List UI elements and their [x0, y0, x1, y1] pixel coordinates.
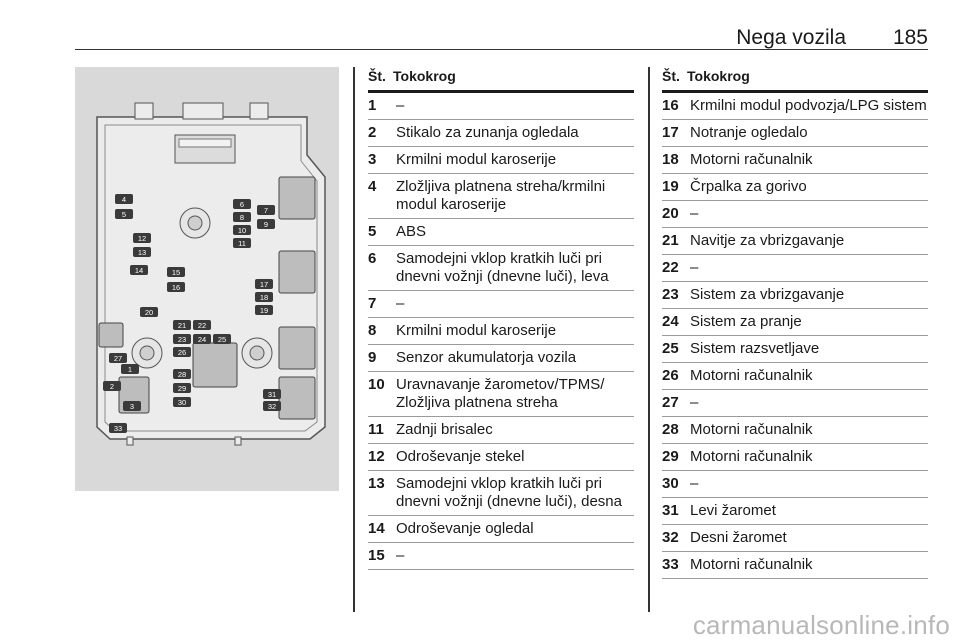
fuse-number: 12 [368, 448, 385, 465]
fuse-label [263, 401, 281, 411]
svg-text:5: 5 [121, 210, 127, 219]
table-row [662, 498, 928, 525]
svg-text:18: 18 [259, 293, 269, 302]
table-row [368, 543, 634, 570]
column-header-circuit: Tokokrog [687, 68, 750, 84]
fuse-label [193, 334, 211, 344]
fuse-label [233, 225, 251, 235]
fuse-label [133, 247, 151, 257]
table-row [368, 444, 634, 471]
fuse-number: 21 [662, 232, 679, 249]
circuit-name: Uravnavanje žarometov/TPMS/ Zložljiva platnena streha [396, 376, 605, 411]
section-title: Nega vozila [736, 26, 846, 49]
fuse-label [173, 347, 191, 357]
fuse-number: 14 [368, 520, 385, 537]
fuse-label [130, 265, 148, 275]
fuse-label [109, 353, 127, 363]
circuit-name: Senzor akumulatorja vozila [396, 349, 577, 366]
circuit-name: Sistem za vbrizgavanje [690, 286, 845, 303]
fuse-label [167, 267, 185, 277]
fuse-label [103, 381, 121, 391]
circuit-name: Krmilni modul podvozja/LPG sistem [690, 97, 927, 114]
fuse-label [121, 364, 139, 374]
svg-text:33: 33 [113, 424, 123, 433]
table-row [368, 120, 634, 147]
svg-text:21: 21 [177, 321, 187, 330]
circuit-name: Zložljiva platnena streha/krmilni modul karoserije [396, 178, 606, 213]
fuse-label [109, 423, 127, 433]
circuit-name: Motorni računalnik [690, 151, 813, 168]
table-row [662, 147, 928, 174]
svg-text:15: 15 [171, 268, 181, 277]
circuit-name: Levi žaromet [690, 502, 776, 519]
fuse-label [173, 397, 191, 407]
svg-text:14: 14 [134, 266, 144, 275]
fuse-number: 23 [662, 286, 679, 303]
fuse-number: 1 [368, 97, 377, 114]
circuit-name: Notranje ogledalo [690, 124, 808, 141]
table-row [368, 174, 634, 219]
table-row [368, 318, 634, 345]
bolt-icon [180, 208, 210, 238]
fuse-label [255, 305, 273, 315]
column-divider [353, 67, 355, 612]
fuse-number: 32 [662, 529, 679, 546]
fuse-number: 15 [368, 547, 385, 564]
fuse-label [255, 292, 273, 302]
svg-text:24: 24 [197, 335, 207, 344]
fuse-number: 29 [662, 448, 679, 465]
table-row [368, 471, 634, 516]
svg-text:17: 17 [259, 280, 269, 289]
fuse-label [173, 320, 191, 330]
circuit-name: – [690, 205, 699, 222]
fuse-number: 4 [368, 178, 377, 195]
column-header-circuit: Tokokrog [393, 68, 456, 84]
circuit-name: Motorni računalnik [690, 556, 813, 573]
watermark: carmanualsonline.info [692, 610, 950, 640]
fuse-number: 13 [368, 475, 385, 492]
circuit-name: Sistem za pranje [690, 313, 802, 330]
svg-text:28: 28 [177, 370, 187, 379]
circuit-name: Krmilni modul karoserije [396, 322, 557, 339]
fuse-number: 33 [662, 556, 679, 573]
fuse-label [123, 401, 141, 411]
fuse-table-1 [368, 67, 634, 570]
svg-text:13: 13 [137, 248, 147, 257]
fuse-label [213, 334, 231, 344]
bolt-icon [242, 338, 272, 368]
fuse-number: 18 [662, 151, 679, 168]
svg-text:9: 9 [263, 220, 269, 229]
circuit-name: – [396, 97, 405, 114]
fuse-number: 8 [368, 322, 377, 339]
page-header [75, 0, 928, 50]
circuit-name: – [690, 259, 699, 276]
fuse-number: 30 [662, 475, 679, 492]
svg-text:30: 30 [177, 398, 187, 407]
circuit-name: Motorni računalnik [690, 421, 813, 438]
fuse-number: 24 [662, 313, 679, 330]
fuse-number: 10 [368, 376, 385, 393]
fuse-number: 28 [662, 421, 679, 438]
fuse-number: 17 [662, 124, 679, 141]
fuse-table-2 [662, 67, 928, 579]
circuit-name: Odroševanje stekel [396, 448, 525, 465]
fuse-number: 25 [662, 340, 679, 357]
svg-text:22: 22 [197, 321, 207, 330]
fuse-number: 9 [368, 349, 377, 366]
table-row [662, 363, 928, 390]
circuit-name: Desni žaromet [690, 529, 787, 546]
svg-text:7: 7 [263, 206, 269, 215]
svg-text:32: 32 [267, 402, 277, 411]
fuse-label [263, 389, 281, 399]
table-row [368, 93, 634, 120]
circuit-name: Sistem razsvetljave [690, 340, 820, 357]
fuse-label [255, 279, 273, 289]
fuse-number: 26 [662, 367, 679, 384]
fuse-label [233, 199, 251, 209]
fuse-label [233, 238, 251, 248]
fuse-label [233, 212, 251, 222]
table-row [662, 471, 928, 498]
circuit-name: Krmilni modul karoserije [396, 151, 557, 168]
circuit-name: Stikalo za zunanja ogledala [396, 124, 579, 141]
svg-text:25: 25 [217, 335, 227, 344]
fuse-number: 27 [662, 394, 679, 411]
table-row [662, 282, 928, 309]
svg-text:11: 11 [238, 239, 246, 248]
svg-text:10: 10 [237, 226, 247, 235]
fuse-number: 19 [662, 178, 679, 195]
fuse-number: 31 [662, 502, 679, 519]
table-row [368, 345, 634, 372]
table-row [662, 390, 928, 417]
column-divider [648, 67, 650, 612]
table-row [662, 552, 928, 579]
svg-text:29: 29 [177, 384, 187, 393]
svg-text:26: 26 [177, 348, 187, 357]
fuse-label [173, 334, 191, 344]
table-row [662, 120, 928, 147]
fuse-number: 16 [662, 97, 679, 114]
table-header [368, 67, 634, 93]
fuse-number: 3 [368, 151, 377, 168]
fuse-label [257, 219, 275, 229]
svg-text:20: 20 [144, 308, 154, 317]
table-row [368, 516, 634, 543]
table-row [662, 201, 928, 228]
table-row [662, 444, 928, 471]
svg-text:8: 8 [239, 213, 245, 222]
fuse-label [257, 205, 275, 215]
circuit-name: – [690, 475, 699, 492]
circuit-name: – [396, 547, 405, 564]
fuse-number: 5 [368, 223, 377, 240]
table-header [662, 67, 928, 93]
table-row [662, 255, 928, 282]
circuit-name: Motorni računalnik [690, 367, 813, 384]
circuit-name: Zadnji brisalec [396, 421, 493, 438]
fuse-label [133, 233, 151, 243]
fuse-number: 11 [368, 421, 384, 438]
svg-text:19: 19 [259, 306, 269, 315]
fuse-label [173, 383, 191, 393]
column-header-number: Št. [368, 68, 386, 84]
svg-text:16: 16 [171, 283, 181, 292]
fuse-label [140, 307, 158, 317]
circuit-name: Črpalka za gorivo [690, 178, 807, 195]
table-row [368, 417, 634, 444]
fuse-box-illustration [75, 67, 339, 491]
table-row [662, 309, 928, 336]
column-header-number: Št. [662, 68, 680, 84]
circuit-name: Motorni računalnik [690, 448, 813, 465]
svg-text:3: 3 [129, 402, 135, 411]
svg-text:4: 4 [121, 195, 127, 204]
fuse-number: 22 [662, 259, 679, 276]
circuit-name: Samodejni vklop kratkih luči pri dnevni vožnji (dnevne luči), desna [396, 475, 622, 510]
bolt-icon [132, 338, 162, 368]
fuse-label [173, 369, 191, 379]
table-row [368, 291, 634, 318]
svg-text:12: 12 [137, 234, 147, 243]
fuse-label [115, 209, 133, 219]
fuse-label [193, 320, 211, 330]
circuit-name: ABS [396, 223, 427, 240]
table-row [368, 219, 634, 246]
circuit-name: – [396, 295, 405, 312]
table-row [662, 525, 928, 552]
table-row [662, 93, 928, 120]
table-row [662, 228, 928, 255]
svg-text:2: 2 [109, 382, 115, 391]
fuse-number: 6 [368, 250, 377, 267]
fuse-label [167, 282, 185, 292]
svg-text:31: 31 [267, 390, 277, 399]
page-number: 185 [892, 26, 928, 49]
svg-text:27: 27 [113, 354, 123, 363]
fuse-box-diagram [75, 67, 339, 491]
fuse-number: 2 [368, 124, 377, 141]
svg-text:23: 23 [177, 335, 187, 344]
circuit-name: – [690, 394, 699, 411]
fuse-number: 20 [662, 205, 679, 222]
fuse-number: 7 [368, 295, 377, 312]
circuit-name: Odroševanje ogledal [396, 520, 534, 537]
table-row [662, 417, 928, 444]
circuit-name: Navitje za vbrizgavanje [690, 232, 845, 249]
table-row [368, 372, 634, 417]
table-row [662, 336, 928, 363]
svg-text:6: 6 [239, 200, 245, 209]
circuit-name: Samodejni vklop kratkih luči pri dnevni vožnji (dnevne luči), leva [396, 250, 609, 285]
table-row [368, 147, 634, 174]
table-row [368, 246, 634, 291]
fuse-label [115, 194, 133, 204]
svg-text:1: 1 [127, 365, 133, 374]
table-row [662, 174, 928, 201]
